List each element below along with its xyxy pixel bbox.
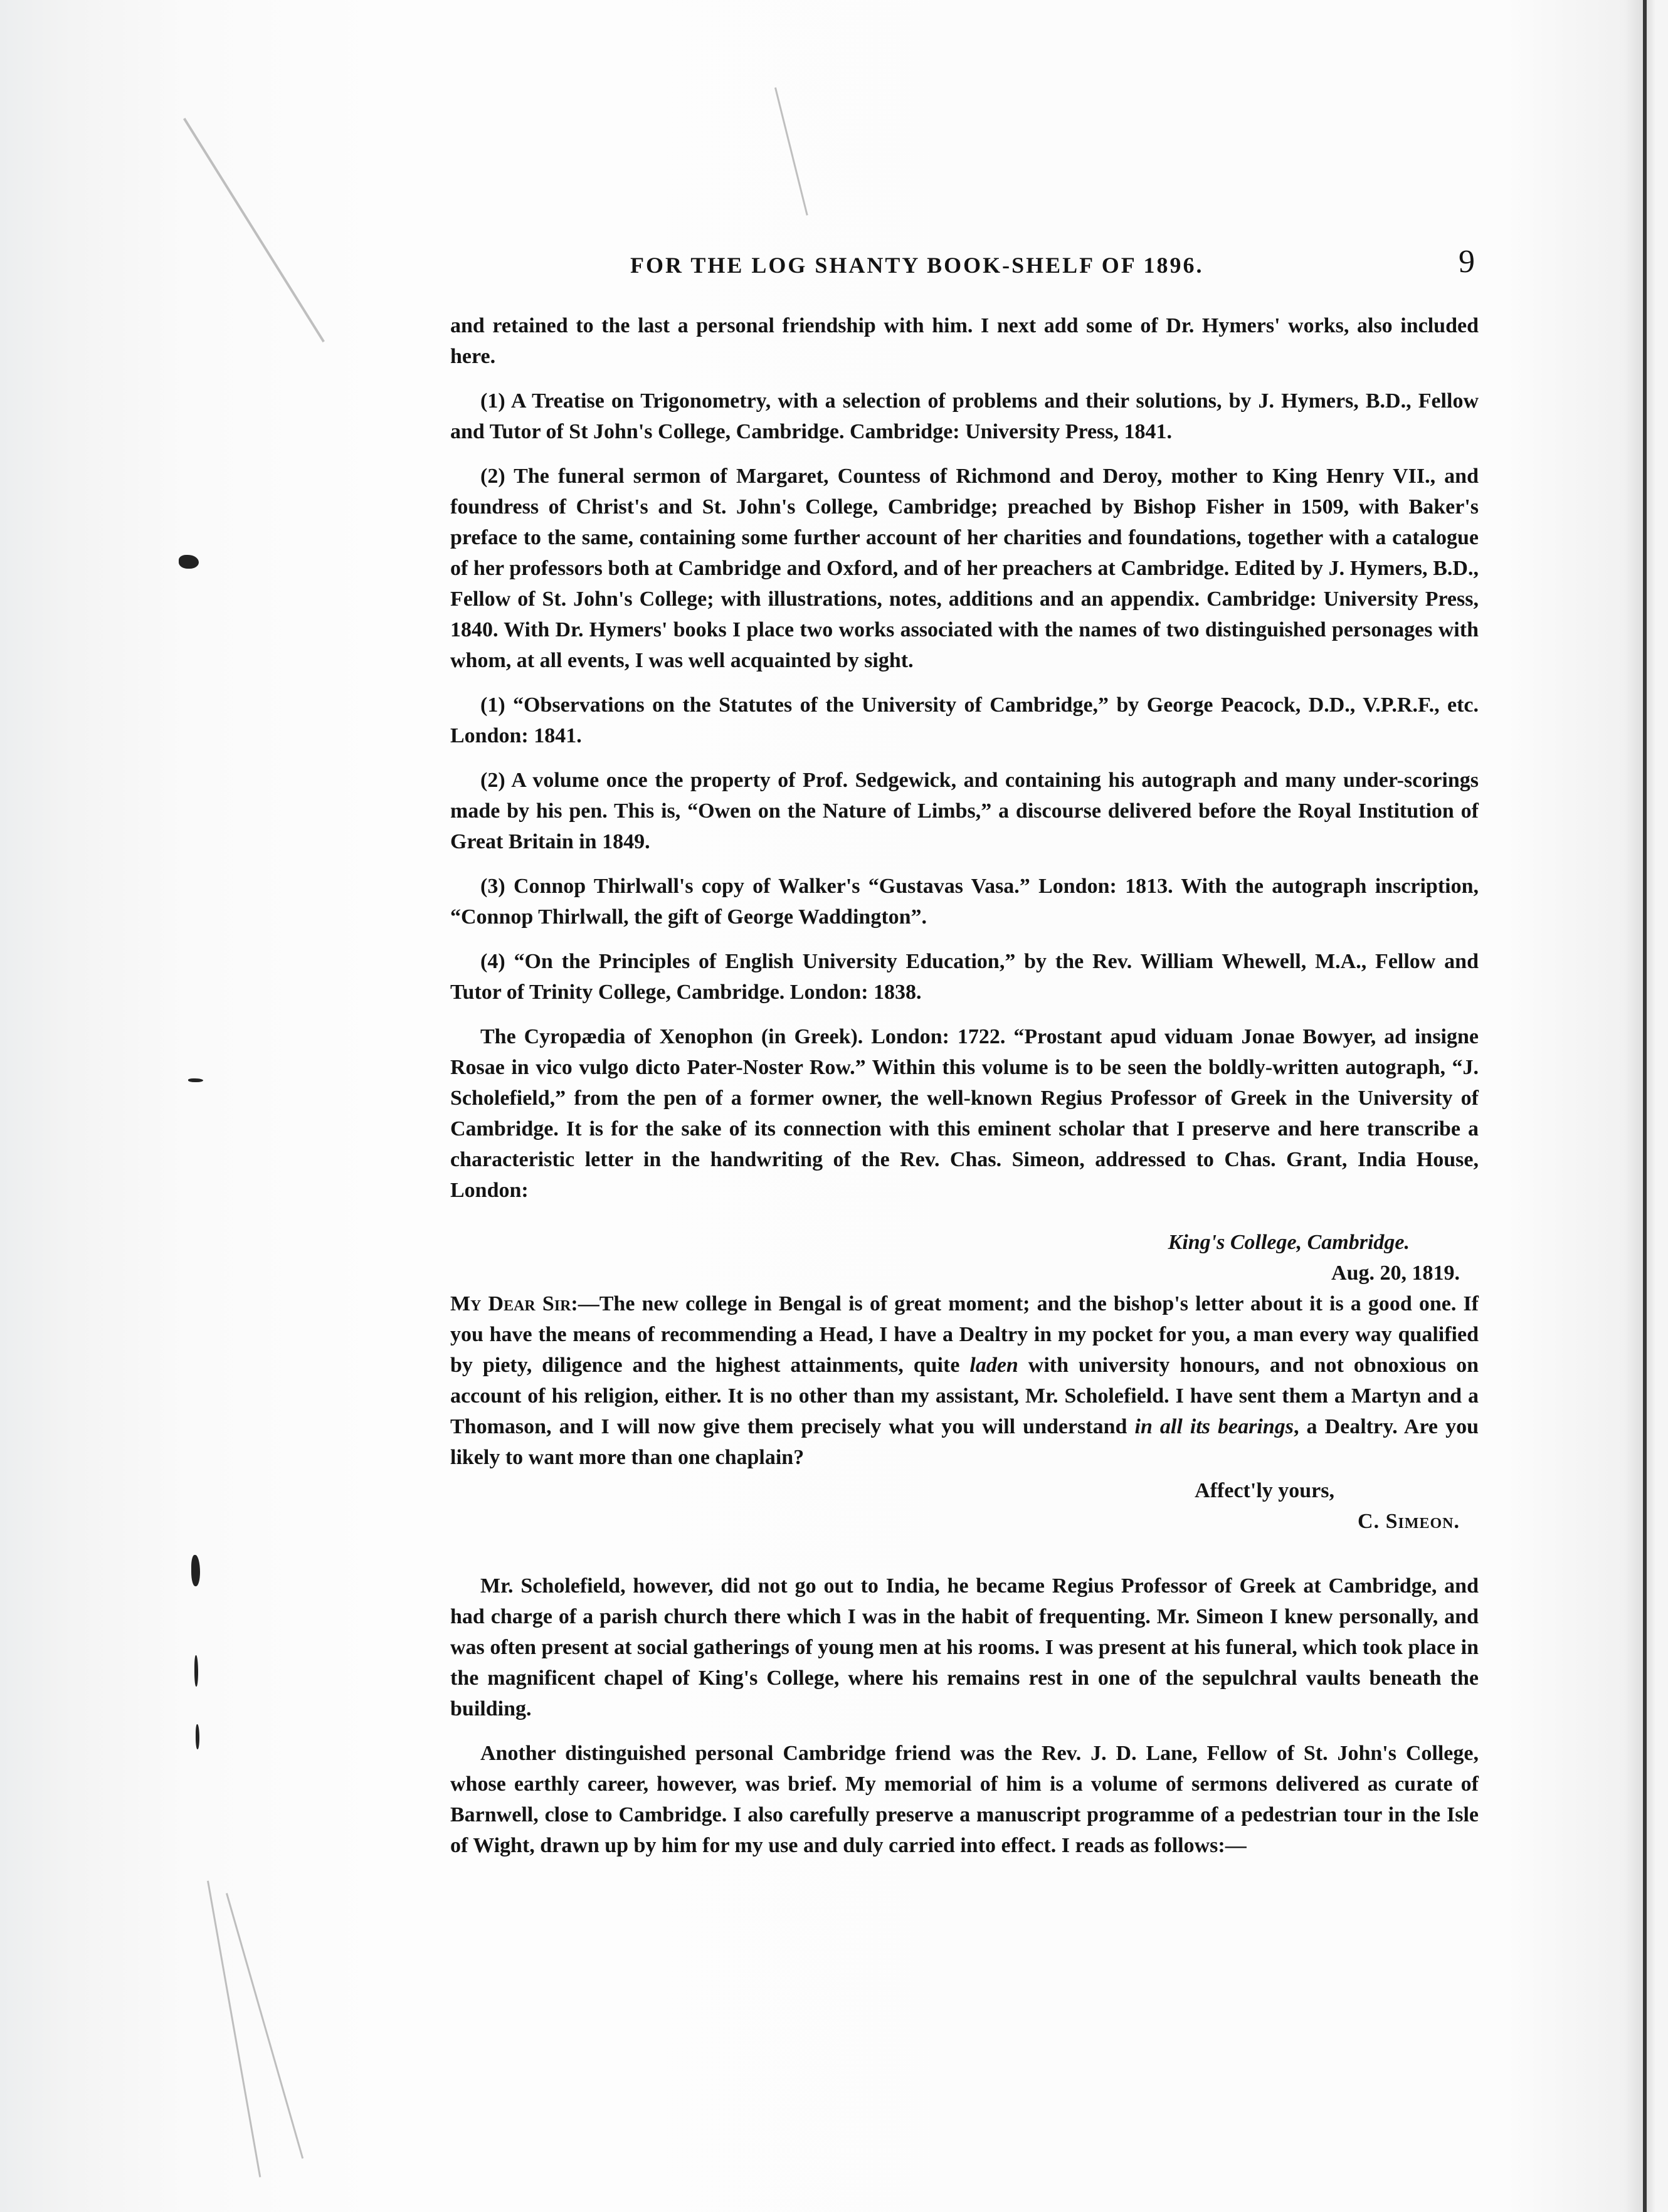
letter-emphasis: laden xyxy=(969,1354,1018,1377)
scan-streak xyxy=(774,87,808,215)
running-title: FOR THE LOG SHANTY BOOK-SHELF OF 1896. xyxy=(630,253,1204,278)
binding-mark xyxy=(194,1655,198,1687)
binding-mark xyxy=(196,1724,199,1749)
paragraph: (2) The funeral sermon of Margaret, Countess of Richmond and Deroy, mother to King Henry VII., and foundress of Christ's and St. John's College, Cambridge; preached by Bishop Fisher in 1509, with Baker's preface to the same, containing some further account of her charities and foundations, together with a catalogue of her professors both at Cambridge and Oxford, and of her preachers at Cambridge. Edited by J. Hymers, B.D., Fellow of St. John's College; with illustrations, notes, additions and an appendix. Cambridge: University Press, 1840. With Dr. Hymers' books I place two works associated with the names of two distinguished personages with whom, at all events, I was well acquainted by sight. xyxy=(450,465,1479,672)
body-text xyxy=(450,310,1479,1875)
letter-signature: C. Simeon. xyxy=(1358,1510,1460,1533)
paragraph: Mr. Scholefield, however, did not go out to India, he became Regius Professor of Greek at Cambridge, and had charge of a parish church there which I was in the habit of frequenting. Mr. Simeon I knew personally, and was often present at social gatherings of young men at his rooms. I was present at his funeral, which took place in the magnificent chapel of King's College, where his remains rest in one of the sepulchral vaults beneath the building. xyxy=(450,1574,1479,1720)
letter-closing: Affect'ly yours, xyxy=(1195,1479,1334,1502)
paragraph: Another distinguished personal Cambridge friend was the Rev. J. D. Lane, Fellow of St. John's College, whose earthly career, however, was brief. My memorial of him is a volume of sermons delivered as curate of Barnwell, close to Cambridge. I also carefully preserve a manuscript programme of a pedestrian tour in the Isle of Wight, drawn up by him for my use and duly carried into effect. I reads as follows:— xyxy=(450,1742,1479,1857)
letter-text: with university honours, and not obnoxious on account of his religion, either. It is no other than my assistant, Mr. Scholefield. I have sent them a Martyn and a Thomason, and I will now give them precisely what you will understand xyxy=(450,1354,1479,1438)
binding-mark xyxy=(191,1555,200,1586)
binding-mark xyxy=(179,555,199,569)
paragraph: (1) “Observations on the Statutes of the University of Cambridge,” by George Peacock, D.D., V.P.R.F., etc. London: 1841. xyxy=(450,693,1479,747)
scan-streak xyxy=(226,1893,304,2159)
paragraph: and retained to the last a personal friendship with him. I next add some of Dr. Hymers' works, also included here. xyxy=(450,314,1479,368)
letter-body xyxy=(450,1288,1479,1473)
paragraph: (4) “On the Principles of English University Education,” by the Rev. William Whewell, M.A., Fellow and Tutor of Trinity College, Cambridge. London: 1838. xyxy=(450,950,1479,1004)
page-edge-line xyxy=(1643,0,1647,2212)
letter-text: , a Dealtry. Are you likely to want more than one chaplain? xyxy=(450,1415,1479,1469)
scan-streak xyxy=(183,118,325,342)
letter-date: Aug. 20, 1819. xyxy=(1331,1261,1460,1285)
paragraph: The Cyropædia of Xenophon (in Greek). London: 1722. “Prostant apud viduam Jonae Bowyer, ad insigne Rosae in vico vulgo dicto Pater-Noster Row.” Within this volume is to be seen the boldly-written autograph, “J. Scholefield,” from the pen of a former owner, the well-known Regius Professor of Greek in the University of Cambridge. It is for the sake of its connection with this eminent scholar that I preserve and here transcribe a characteristic letter in the handwriting of the Rev. Chas. Simeon, addressed to Chas. Grant, India House, London: xyxy=(450,1025,1479,1202)
paragraph: (1) A Treatise on Trigonometry, with a selection of problems and their solutions, by J. Hymers, B.D., Fellow and Tutor of St John's College, Cambridge. Cambridge: University Press, 1841. xyxy=(450,389,1479,443)
binding-mark xyxy=(188,1078,203,1082)
paragraph: (3) Connop Thirlwall's copy of Walker's “Gustavas Vasa.” London: 1813. With the autograph inscription, “Connop Thirlwall, the gift of George Waddington”. xyxy=(450,875,1479,929)
letter-text: :—The new college in Bengal is of great moment; and the bishop's letter about it is a good one. If you have the means of recommending a Head, I have a Dealtry in my pocket for you, a man every way qualified by piety, diligence and the highest attainments, quite xyxy=(450,1292,1479,1377)
running-header xyxy=(630,243,1477,287)
page-number: 9 xyxy=(1459,244,1477,280)
letter-place: King's College, Cambridge. xyxy=(1168,1231,1410,1254)
letter-heading xyxy=(450,1227,1479,1288)
paragraph: (2) A volume once the property of Prof. Sedgewick, and containing his autograph and many under-scorings made by his pen. This is, “Owen on the Nature of Limbs,” a discourse delivered before the Royal Institution of Great Britain in 1849. xyxy=(450,769,1479,853)
scan-streak xyxy=(207,1880,261,2177)
letter-salutation: My Dear Sir xyxy=(450,1292,571,1315)
letter-emphasis: in all its bearings xyxy=(1134,1415,1294,1438)
